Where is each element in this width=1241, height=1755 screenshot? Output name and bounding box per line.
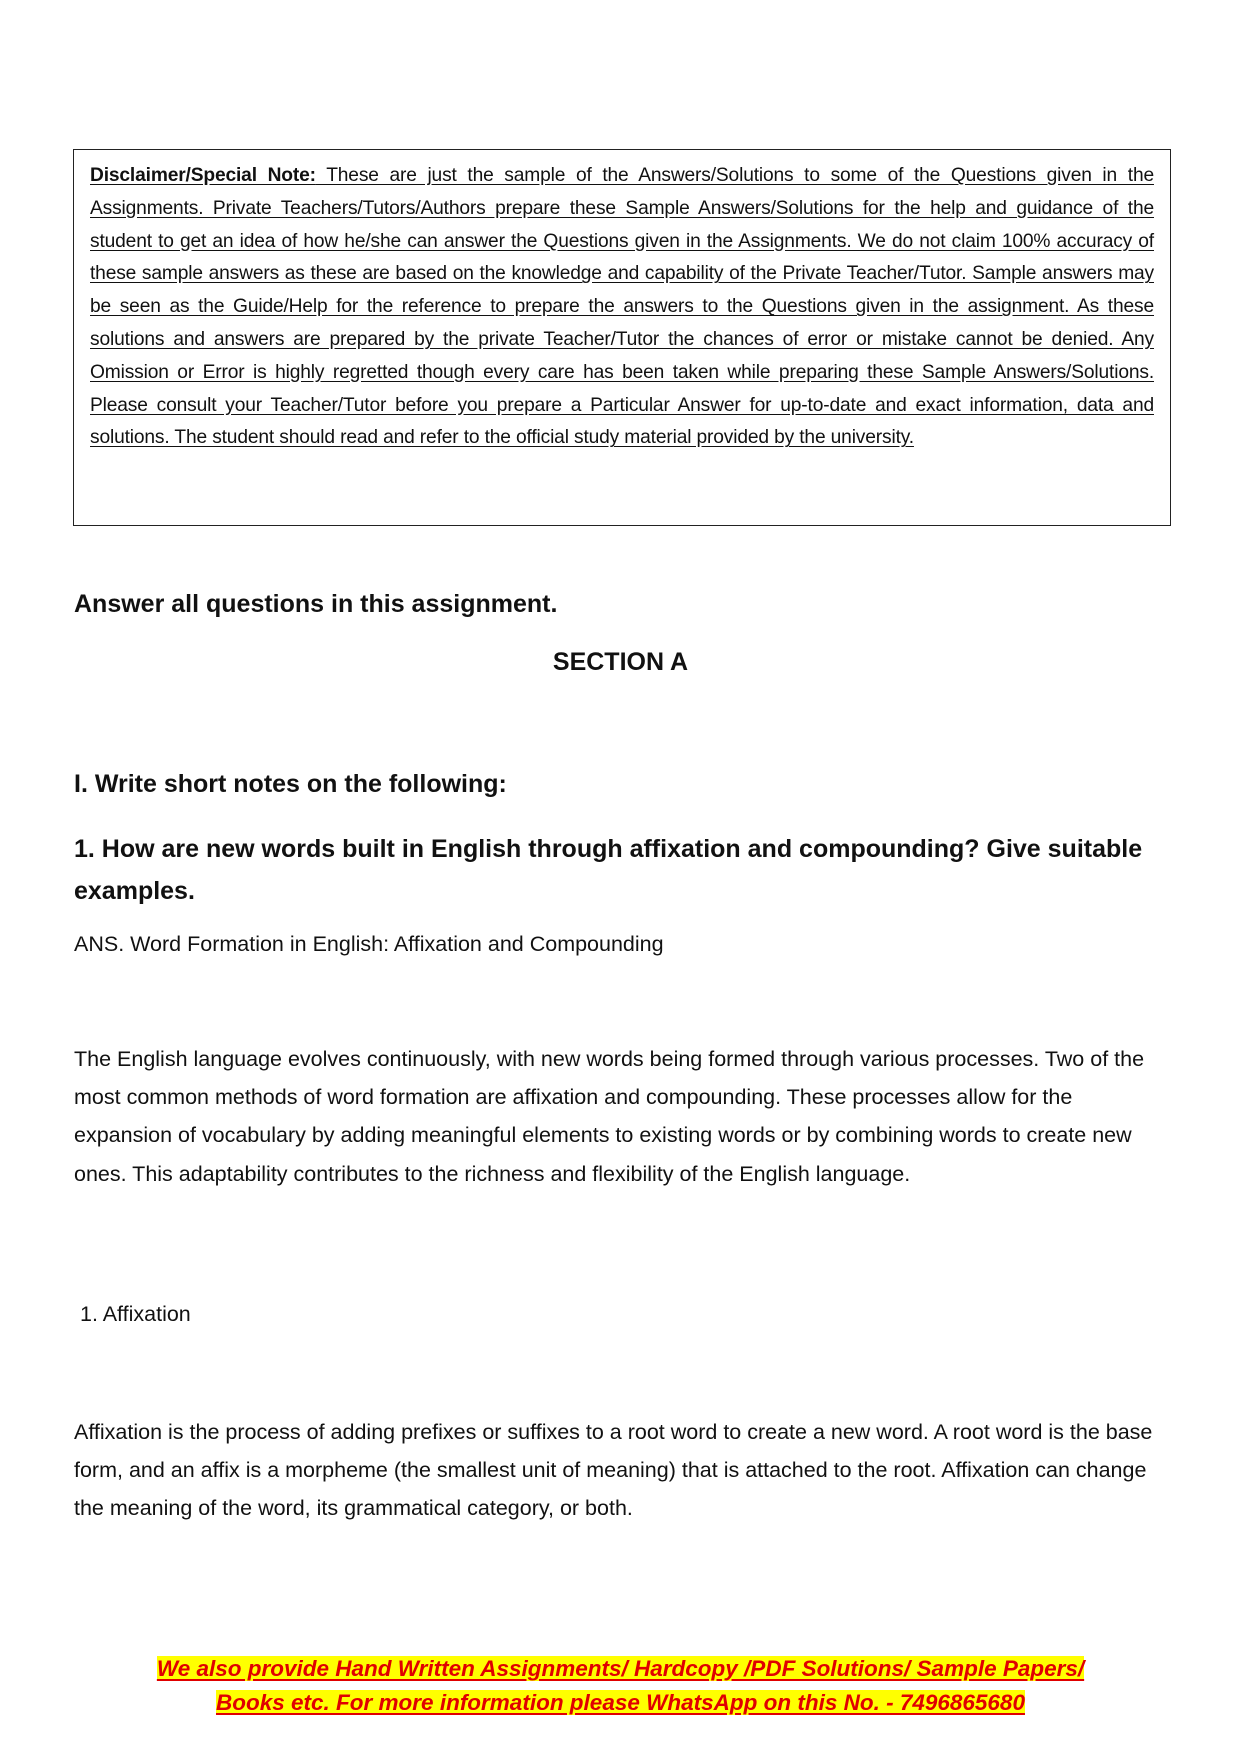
answer-heading: ANS. Word Formation in English: Affixation and Compounding [74,932,664,956]
promo-banner [0,1652,1241,1720]
subheading-affixation: 1. Affixation [80,1302,191,1326]
question-1: 1. How are new words built in English through affixation and compounding? Give suitable examples. [74,835,1143,905]
intro-paragraph: The English language evolves continuously, with new words being formed through various processes. Two of the most common methods of word formation are affixation and compounding. These processes allow for the expansion of vocabulary by adding meaningful elements to existing words or by combining words to create new ones. This adaptability contributes to the richness and flexibility of the English language. [74,1047,1145,1186]
promo-line-1: We also provide Hand Written Assignments/ Hardcopy /PDF Solutions/ Sample Papers/ [156,1656,1085,1681]
question-group-heading: I. Write short notes on the following: [74,770,507,798]
disclaimer-body: These are just the sample of the Answers/Solutions to some of the Questions given in the Assignments. Private Teachers/Tutors/Authors prepare these Sample Answers/Solutions for the help and guidance of the student to get an idea of how he/she can answer the Questions given in the Assignments. We do not claim 100% accuracy of these sample answers as these are based on the knowledge and capability of the Private Teacher/Tutor. Sample answers may be seen as the Guide/Help for the reference to prepare the answers to the Questions given in the assignment. As these solutions and answers are prepared by the private Teacher/Tutor the chances of error or mistake cannot be denied. Any Omission or Error is highly regretted though every care has been taken while preparing these Sample Answers/Solutions. Please consult your Teacher/Tutor before you prepare a Particular Answer for up-to-date and exact information, data and solutions. The student should read and refer to the official study material provided by the university. [90,165,1154,449]
section-title: SECTION A [552,648,689,676]
affixation-paragraph: Affixation is the process of adding prefixes or suffixes to a root word to create a new word. A root word is the base form, and an affix is a morpheme (the smallest unit of meaning) that is attached to the root. Affixation can change the meaning of the word, its grammatical category, or both. [74,1420,1153,1521]
disclaimer-text [90,160,1154,455]
assignment-instruction: Answer all questions in this assignment. [74,590,558,618]
promo-line-2: Books etc. For more information please WhatsApp on this No. - 7496865680 [216,1690,1025,1715]
disclaimer-box [73,149,1171,526]
disclaimer-lead: Disclaimer/Special Note: [90,165,316,186]
